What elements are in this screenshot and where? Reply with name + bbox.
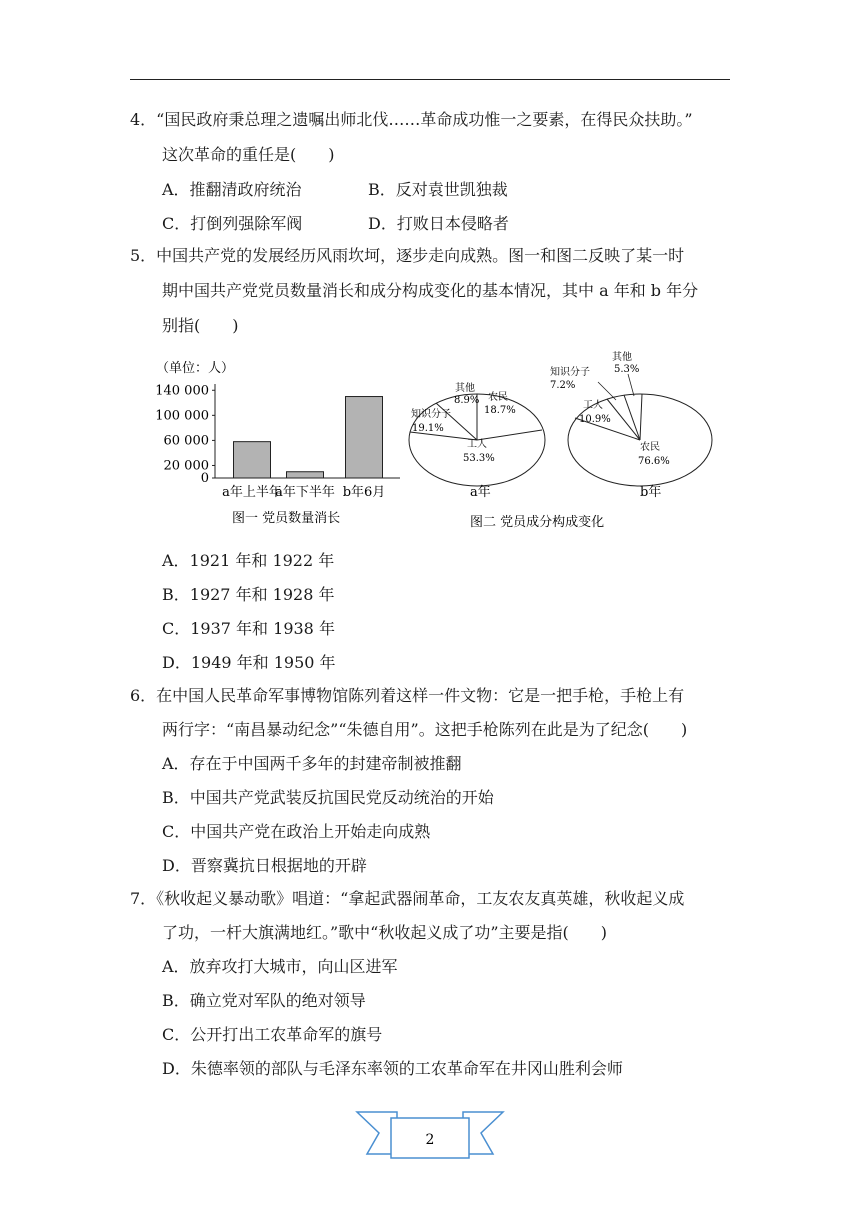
q4-option-a[interactable]: A．推翻清政府统治	[162, 180, 302, 199]
q5-stem-line1: 5．中国共产党的发展经历风雨坎坷，逐步走向成熟。图一和图二反映了某一时	[130, 246, 685, 265]
bar-chart-ytick-label: 20 000	[163, 458, 209, 474]
figure-area	[0, 350, 860, 550]
bar-chart-ytick-label: 60 000	[163, 433, 209, 449]
pie-chart-b	[550, 350, 712, 500]
pie-a-pct-worker: 53.3%	[463, 453, 495, 464]
page-number: 2	[425, 1132, 435, 1148]
q5-stem-line2: 期中国共产党党员数量消长和成分构成变化的基本情况，其中 a 年和 b 年分	[162, 281, 699, 300]
bar-chart-ytick-label: 100 000	[155, 408, 209, 424]
pie-a-label-other: 其他	[455, 383, 475, 394]
pie-a-pct-other: 8.9%	[454, 395, 480, 406]
pie-a-year-label: a年	[470, 485, 491, 500]
bar-chart-category-label: a年上半年	[222, 485, 282, 500]
bar-chart-ytick-label: 140 000	[155, 383, 209, 399]
q6-stem-line1: 6．在中国人民革命军事博物馆陈列着这样一件文物：它是一把手枪，手枪上有	[130, 686, 685, 705]
pie-b-year-label: b年	[640, 485, 662, 500]
bar-2	[287, 472, 324, 478]
q5-option-b[interactable]: B．1927 年和 1928 年	[162, 585, 335, 604]
q6-option-c[interactable]: C．中国共产党在政治上开始走向成熟	[162, 822, 431, 841]
pie-b-leader-intellectual	[598, 382, 616, 400]
bar-chart-unit-label: （单位：人）	[156, 361, 235, 376]
q4-option-c[interactable]: C．打倒列强除军阀	[162, 214, 303, 233]
q7-option-b[interactable]: B．确立党对军队的绝对领导	[162, 991, 366, 1010]
bar-chart-category-label: a年下半年	[275, 485, 335, 500]
q6-option-a[interactable]: A．存在于中国两千多年的封建帝制被推翻	[162, 754, 462, 773]
pie-a-label-intellectual: 知识分子	[411, 409, 451, 420]
bar-chart-ytick-label: 0	[200, 471, 209, 486]
pie-b-label-worker: 工人	[583, 400, 603, 411]
bar-1	[234, 442, 271, 478]
pie-b-leader-other	[628, 374, 634, 396]
q7-stem-line2: 了功，一杆大旗满地红。”歌中“秋收起义成了功”主要是指( )	[162, 923, 608, 942]
pie-a-label-farmer: 农民	[488, 392, 508, 403]
bar-chart	[155, 361, 400, 526]
q5-stem-line3: 别指( )	[162, 316, 239, 335]
q5-option-a[interactable]: A．1921 年和 1922 年	[162, 551, 335, 570]
pie-a-label-worker: 工人	[467, 439, 487, 450]
pie-chart-title: 图二 党员成分构成变化	[470, 515, 605, 530]
pie-b-label-farmer: 农民	[640, 442, 660, 453]
bar-3	[346, 397, 383, 478]
bar-chart-category-label: b年6月	[342, 485, 386, 500]
pie-chart-a	[409, 381, 545, 500]
q4-option-b[interactable]: B．反对袁世凯独裁	[368, 180, 508, 199]
pie-b-label-intellectual: 知识分子	[550, 367, 590, 378]
q5-option-c[interactable]: C．1937 年和 1938 年	[162, 619, 335, 638]
pie-a-pct-intellectual: 19.1%	[412, 423, 444, 434]
q4-stem-line1: 4．“国民政府秉总理之遗嘱出师北伐……革命成功惟一之要素，在得民众扶助。”	[130, 110, 693, 129]
q6-option-b[interactable]: B．中国共产党武装反抗国民党反动统治的开始	[162, 788, 494, 807]
q7-stem-line1: 7．《秋收起义暴动歌》唱道：“拿起武器闹革命，工友农友真英雄，秋收起义成	[130, 889, 685, 908]
q7-option-d[interactable]: D．朱德率领的部队与毛泽东率领的工农革命军在井冈山胜利会师	[162, 1059, 623, 1078]
q4-option-d[interactable]: D．打败日本侵略者	[368, 214, 509, 233]
q5-option-d[interactable]: D．1949 年和 1950 年	[162, 653, 336, 672]
pie-b-pct-farmer: 76.6%	[638, 456, 670, 467]
q7-option-a[interactable]: A．放弃攻打大城市，向山区进军	[162, 957, 398, 976]
q7-option-c[interactable]: C．公开打出工农革命军的旗号	[162, 1025, 383, 1044]
pie-b-pct-intellectual: 7.2%	[550, 380, 576, 391]
q4-stem-line2: 这次革命的重任是( )	[162, 145, 335, 164]
q6-option-d[interactable]: D．晋察冀抗日根据地的开辟	[162, 856, 367, 875]
pie-b-pct-worker: 10.9%	[579, 414, 611, 425]
pie-a-pct-farmer: 18.7%	[484, 405, 516, 416]
pie-b-label-other: 其他	[612, 352, 632, 363]
pie-b-pct-other: 5.3%	[614, 364, 640, 375]
q6-stem-line2: 两行字：“南昌暴动纪念”“朱德自用”。这把手枪陈列在此是为了纪念( )	[162, 720, 688, 739]
header-rule	[130, 79, 730, 80]
page-number-ribbon	[355, 1104, 505, 1164]
bar-chart-title: 图一 党员数量消长	[232, 511, 341, 526]
